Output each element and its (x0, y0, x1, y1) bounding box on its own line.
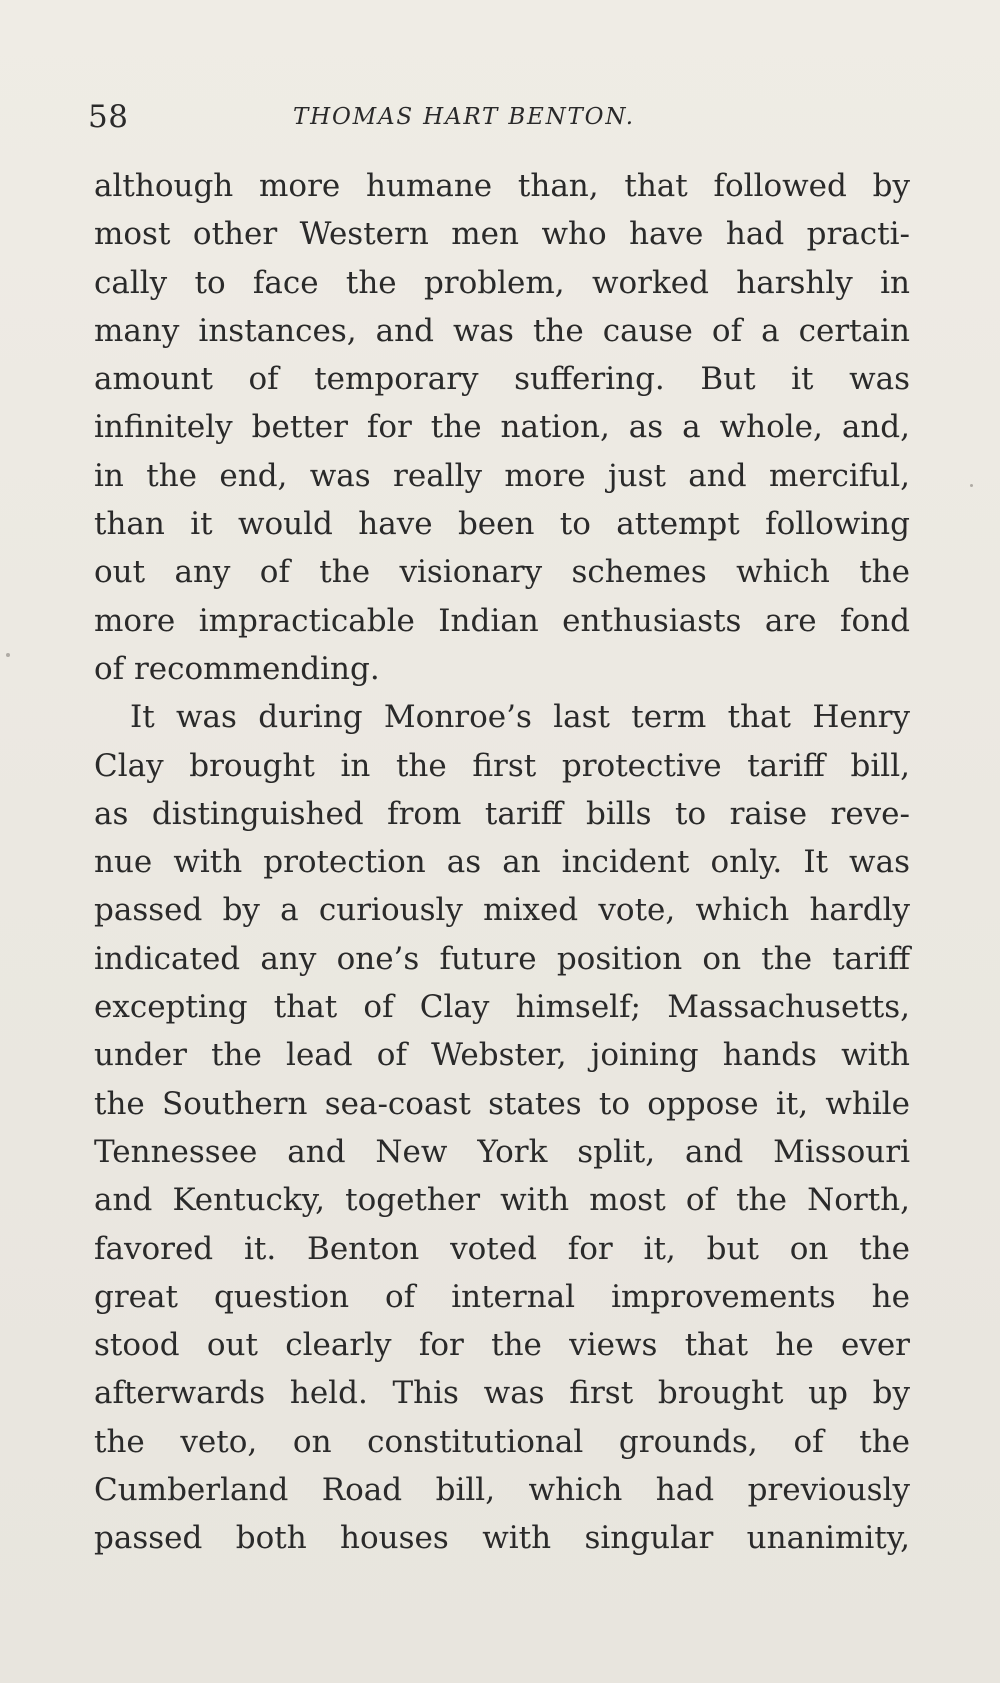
text-line: the Southern sea-coast states to oppose it, while (94, 1085, 910, 1122)
text-line: as distinguished from tariff bills to raise reve- (94, 795, 910, 832)
text-line: great question of internal improvements he (94, 1278, 910, 1315)
text-line: favored it. Benton voted for it, but on the (94, 1230, 910, 1267)
body-text (94, 162, 910, 1563)
running-title: THOMAS HART BENTON. (293, 104, 635, 130)
text-line: afterwards held. This was first brought up by (94, 1375, 910, 1412)
page-number: 58 (88, 99, 129, 135)
text-line: under the lead of Webster, joining hands with (94, 1037, 910, 1074)
text-line: indicated any one’s future position on the tariff (94, 940, 910, 977)
text-line: and Kentucky, together with most of the North, (94, 1182, 910, 1219)
text-line: excepting that of Clay himself; Massachusetts, (94, 989, 910, 1026)
text-line: although more humane than, that followed by (94, 168, 910, 204)
text-line: Tennessee and New York split, and Missouri (94, 1133, 910, 1170)
paragraph-last-line: of recommending. (94, 650, 380, 687)
text-line: infinitely better for the nation, as a whole, and, (94, 409, 910, 446)
text-line: Clay brought in the first protective tariff bill, (94, 747, 910, 784)
text-line: the veto, on constitutional grounds, of the (94, 1423, 910, 1460)
paper-speck (970, 484, 973, 487)
paragraph-first-line: It was during Monroe’s last term that Henry (130, 699, 910, 736)
text-line: out any of the visionary schemes which the (94, 554, 910, 591)
text-line: more impracticable Indian enthusiasts are fond (94, 602, 910, 639)
paper-speck (6, 653, 10, 657)
running-head (88, 96, 908, 138)
text-line: most other Western men who have had practi- (94, 216, 910, 253)
text-line: passed both houses with singular unanimity, (94, 1520, 910, 1557)
text-line: nue with protection as an incident only. It was (94, 844, 910, 881)
text-line: than it would have been to attempt following (94, 506, 910, 543)
text-line: Cumberland Road bill, which had previously (94, 1472, 910, 1509)
text-line: stood out clearly for the views that he ever (94, 1327, 910, 1364)
text-line: cally to face the problem, worked harshly in (94, 264, 910, 301)
text-line: in the end, was really more just and merciful, (94, 457, 910, 494)
text-line: passed by a curiously mixed vote, which hardly (94, 892, 910, 929)
text-line: many instances, and was the cause of a certain (94, 312, 910, 349)
text-line: amount of temporary suffering. But it was (94, 361, 910, 398)
